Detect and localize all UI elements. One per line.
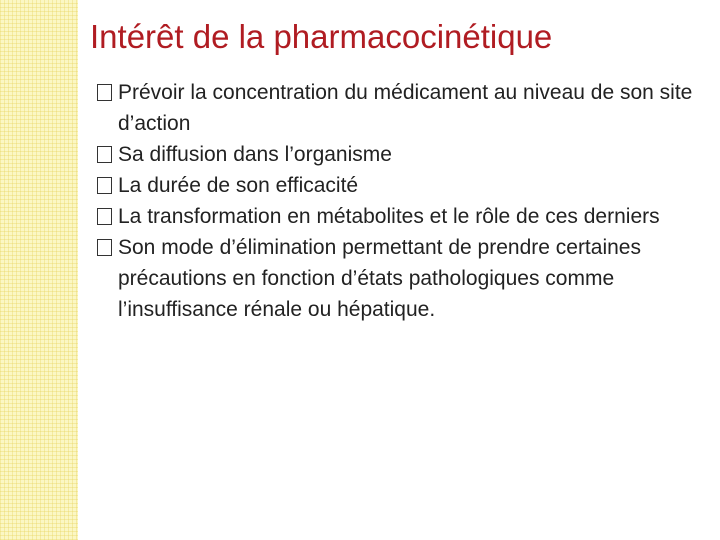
bullet-box-icon xyxy=(97,84,112,101)
bullet-text: La durée de son efficacité xyxy=(118,174,359,197)
bullet-text: Prévoir la concentration du médicament au niveau de son site d’action xyxy=(118,81,693,135)
bullet-text: Son mode d’élimination permettant de prendre certaines précautions en fonction d’états pathologiques comme l’insuffisance rénale ou hépatique. xyxy=(118,236,641,321)
bullet-box-icon xyxy=(97,208,112,225)
bullet-text: La transformation en métabolites et le rôle de ces derniers xyxy=(118,205,660,228)
bullet-list xyxy=(97,77,707,325)
slide-title: Intérêt de la pharmacocinétique xyxy=(90,18,553,55)
decorative-side-band xyxy=(0,0,78,540)
bullet-item xyxy=(97,77,707,139)
bullet-box-icon xyxy=(97,177,112,194)
bullet-item xyxy=(97,201,707,232)
bullet-item xyxy=(97,170,707,201)
bullet-item xyxy=(97,232,707,325)
bullet-box-icon xyxy=(97,239,112,256)
bullet-item xyxy=(97,139,707,170)
bullet-text: Sa diffusion dans l’organisme xyxy=(118,143,392,166)
bullet-box-icon xyxy=(97,146,112,163)
